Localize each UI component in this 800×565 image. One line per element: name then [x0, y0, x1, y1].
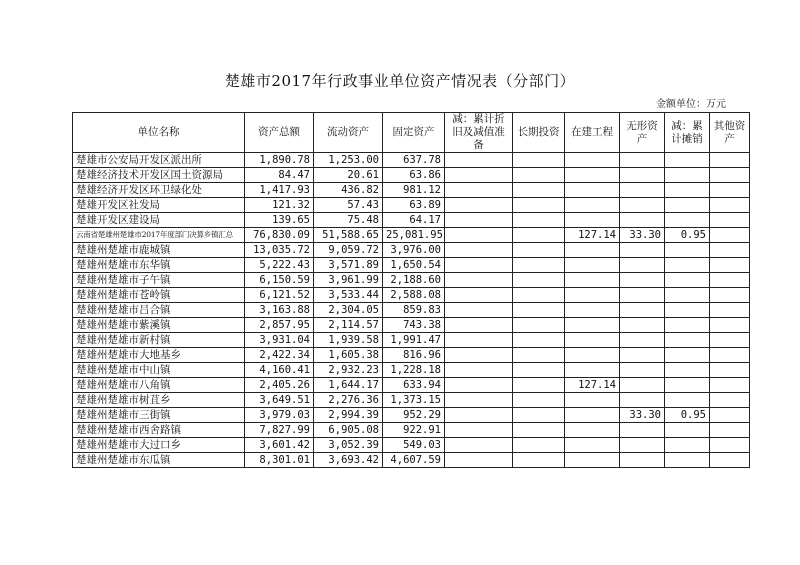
- cell-intangible: [620, 453, 665, 468]
- cell-total: 3,163.88: [245, 303, 314, 318]
- cell-intangible: [620, 423, 665, 438]
- cell-unit-name: 楚雄州楚雄市鹿城镇: [73, 243, 245, 258]
- cell-fixed: 3,976.00: [383, 243, 445, 258]
- table-row: [73, 333, 750, 348]
- cell-construction: [565, 393, 620, 408]
- cell-depreciation: [445, 258, 513, 273]
- cell-other: [710, 408, 750, 423]
- cell-intangible: [620, 348, 665, 363]
- col-header-intangible: 无形资产: [620, 113, 665, 153]
- cell-fixed: 549.03: [383, 438, 445, 453]
- cell-other: [710, 378, 750, 393]
- cell-unit-name: 楚雄开发区建设局: [73, 213, 245, 228]
- table-row: [73, 438, 750, 453]
- cell-investment: [513, 153, 565, 168]
- cell-investment: [513, 213, 565, 228]
- table-row: [73, 183, 750, 198]
- cell-total: 4,160.41: [245, 363, 314, 378]
- cell-unit-name: 楚雄州楚雄市树苴乡: [73, 393, 245, 408]
- cell-amortization: [665, 243, 710, 258]
- cell-depreciation: [445, 228, 513, 243]
- table-row: [73, 363, 750, 378]
- cell-unit-name: 楚雄市公安局开发区派出所: [73, 153, 245, 168]
- cell-amortization: [665, 378, 710, 393]
- cell-amortization: [665, 273, 710, 288]
- cell-investment: [513, 243, 565, 258]
- table-row: [73, 453, 750, 468]
- cell-total: 3,649.51: [245, 393, 314, 408]
- cell-intangible: [620, 318, 665, 333]
- cell-amortization: [665, 288, 710, 303]
- cell-construction: [565, 258, 620, 273]
- cell-other: [710, 393, 750, 408]
- cell-unit-name: 楚雄州楚雄市中山镇: [73, 363, 245, 378]
- cell-construction: [565, 423, 620, 438]
- cell-amortization: [665, 198, 710, 213]
- cell-other: [710, 258, 750, 273]
- cell-depreciation: [445, 273, 513, 288]
- table-row: [73, 378, 750, 393]
- cell-investment: [513, 318, 565, 333]
- cell-other: [710, 168, 750, 183]
- cell-investment: [513, 453, 565, 468]
- cell-depreciation: [445, 408, 513, 423]
- cell-investment: [513, 288, 565, 303]
- col-header-current: 流动资产: [314, 113, 383, 153]
- table-row: [73, 258, 750, 273]
- cell-investment: [513, 378, 565, 393]
- cell-fixed: 743.38: [383, 318, 445, 333]
- cell-amortization: [665, 318, 710, 333]
- cell-other: [710, 453, 750, 468]
- cell-intangible: [620, 303, 665, 318]
- cell-current: 51,588.65: [314, 228, 383, 243]
- cell-depreciation: [445, 318, 513, 333]
- cell-other: [710, 288, 750, 303]
- cell-intangible: [620, 153, 665, 168]
- cell-construction: [565, 153, 620, 168]
- cell-current: 1,605.38: [314, 348, 383, 363]
- cell-intangible: [620, 378, 665, 393]
- cell-other: [710, 348, 750, 363]
- cell-fixed: 1,373.15: [383, 393, 445, 408]
- table-row: [73, 303, 750, 318]
- unit-label: 金额单位：万元: [656, 99, 726, 110]
- cell-depreciation: [445, 288, 513, 303]
- cell-intangible: [620, 258, 665, 273]
- cell-construction: [565, 438, 620, 453]
- cell-other: [710, 333, 750, 348]
- cell-amortization: [665, 348, 710, 363]
- cell-total: 5,222.43: [245, 258, 314, 273]
- cell-construction: [565, 348, 620, 363]
- table-row: [73, 198, 750, 213]
- cell-depreciation: [445, 198, 513, 213]
- cell-construction: [565, 303, 620, 318]
- cell-amortization: [665, 438, 710, 453]
- cell-depreciation: [445, 378, 513, 393]
- cell-other: [710, 213, 750, 228]
- asset-table: [72, 112, 750, 468]
- cell-unit-name: 楚雄州楚雄市大地基乡: [73, 348, 245, 363]
- cell-total: 2,405.26: [245, 378, 314, 393]
- table-row: [73, 318, 750, 333]
- cell-depreciation: [445, 213, 513, 228]
- cell-construction: [565, 318, 620, 333]
- cell-total: 1,417.93: [245, 183, 314, 198]
- cell-total: 13,035.72: [245, 243, 314, 258]
- cell-intangible: [620, 393, 665, 408]
- cell-fixed: 2,188.60: [383, 273, 445, 288]
- cell-fixed: 4,607.59: [383, 453, 445, 468]
- cell-depreciation: [445, 153, 513, 168]
- cell-construction: [565, 168, 620, 183]
- cell-investment: [513, 258, 565, 273]
- cell-total: 3,931.04: [245, 333, 314, 348]
- cell-investment: [513, 183, 565, 198]
- cell-total: 6,150.59: [245, 273, 314, 288]
- cell-investment: [513, 333, 565, 348]
- cell-total: 121.32: [245, 198, 314, 213]
- cell-investment: [513, 228, 565, 243]
- cell-construction: [565, 333, 620, 348]
- cell-intangible: [620, 183, 665, 198]
- cell-fixed: 63.86: [383, 168, 445, 183]
- cell-total: 139.65: [245, 213, 314, 228]
- cell-unit-name: 楚雄州楚雄市新村镇: [73, 333, 245, 348]
- cell-construction: 127.14: [565, 228, 620, 243]
- cell-fixed: 633.94: [383, 378, 445, 393]
- cell-amortization: [665, 393, 710, 408]
- cell-construction: [565, 243, 620, 258]
- cell-intangible: [620, 213, 665, 228]
- cell-fixed: 1,991.47: [383, 333, 445, 348]
- table-row: [73, 168, 750, 183]
- cell-investment: [513, 408, 565, 423]
- cell-investment: [513, 303, 565, 318]
- cell-unit-name: 楚雄州楚雄市吕合镇: [73, 303, 245, 318]
- cell-depreciation: [445, 453, 513, 468]
- cell-unit-name: 楚雄开发区社发局: [73, 198, 245, 213]
- cell-fixed: 2,588.08: [383, 288, 445, 303]
- cell-intangible: [620, 438, 665, 453]
- cell-intangible: [620, 243, 665, 258]
- table-row: [73, 228, 750, 243]
- cell-fixed: 952.29: [383, 408, 445, 423]
- cell-intangible: [620, 198, 665, 213]
- cell-fixed: 64.17: [383, 213, 445, 228]
- cell-amortization: [665, 453, 710, 468]
- cell-current: 436.82: [314, 183, 383, 198]
- cell-total: 76,830.09: [245, 228, 314, 243]
- header-row: [73, 113, 750, 153]
- col-header-name: 单位名称: [73, 113, 245, 153]
- cell-unit-name: 云南省楚雄州楚雄市2017年度部门决算乡镇汇总: [73, 228, 245, 243]
- cell-amortization: [665, 183, 710, 198]
- table-row: [73, 423, 750, 438]
- cell-total: 8,301.01: [245, 453, 314, 468]
- cell-current: 57.43: [314, 198, 383, 213]
- cell-amortization: [665, 168, 710, 183]
- cell-depreciation: [445, 168, 513, 183]
- cell-amortization: [665, 333, 710, 348]
- cell-unit-name: 楚雄州楚雄市东华镇: [73, 258, 245, 273]
- cell-current: 2,304.05: [314, 303, 383, 318]
- cell-current: 1,253.00: [314, 153, 383, 168]
- cell-intangible: [620, 288, 665, 303]
- cell-depreciation: [445, 243, 513, 258]
- cell-depreciation: [445, 183, 513, 198]
- cell-fixed: 922.91: [383, 423, 445, 438]
- cell-current: 6,905.08: [314, 423, 383, 438]
- cell-fixed: 1,650.54: [383, 258, 445, 273]
- cell-intangible: 33.30: [620, 408, 665, 423]
- col-header-construction: 在建工程: [565, 113, 620, 153]
- cell-fixed: 63.89: [383, 198, 445, 213]
- cell-amortization: 0.95: [665, 408, 710, 423]
- cell-investment: [513, 168, 565, 183]
- cell-amortization: [665, 423, 710, 438]
- cell-total: 2,857.95: [245, 318, 314, 333]
- cell-total: 1,890.78: [245, 153, 314, 168]
- cell-depreciation: [445, 423, 513, 438]
- table-row: [73, 408, 750, 423]
- cell-depreciation: [445, 303, 513, 318]
- cell-current: 3,571.89: [314, 258, 383, 273]
- cell-intangible: [620, 333, 665, 348]
- cell-unit-name: 楚雄州楚雄市三街镇: [73, 408, 245, 423]
- col-header-other: 其他资产: [710, 113, 750, 153]
- cell-fixed: 25,081.95: [383, 228, 445, 243]
- cell-current: 3,693.42: [314, 453, 383, 468]
- table-row: [73, 213, 750, 228]
- cell-current: 2,932.23: [314, 363, 383, 378]
- table-row: [73, 348, 750, 363]
- cell-total: 84.47: [245, 168, 314, 183]
- cell-amortization: [665, 363, 710, 378]
- cell-construction: 127.14: [565, 378, 620, 393]
- cell-construction: [565, 408, 620, 423]
- cell-depreciation: [445, 438, 513, 453]
- cell-other: [710, 318, 750, 333]
- cell-construction: [565, 213, 620, 228]
- col-header-depreciation: 减：累计折旧及减值准备: [445, 113, 513, 153]
- cell-unit-name: 楚雄州楚雄市大过口乡: [73, 438, 245, 453]
- cell-current: 1,939.58: [314, 333, 383, 348]
- cell-other: [710, 153, 750, 168]
- page-title: 楚雄市2017年行政事业单位资产情况表（分部门）: [224, 72, 576, 90]
- cell-current: 20.61: [314, 168, 383, 183]
- cell-construction: [565, 363, 620, 378]
- cell-unit-name: 楚雄州楚雄市西舍路镇: [73, 423, 245, 438]
- cell-construction: [565, 453, 620, 468]
- cell-intangible: [620, 363, 665, 378]
- table-row: [73, 273, 750, 288]
- cell-investment: [513, 198, 565, 213]
- cell-depreciation: [445, 393, 513, 408]
- cell-construction: [565, 273, 620, 288]
- cell-total: 7,827.99: [245, 423, 314, 438]
- cell-current: 75.48: [314, 213, 383, 228]
- cell-other: [710, 423, 750, 438]
- cell-investment: [513, 393, 565, 408]
- cell-intangible: [620, 168, 665, 183]
- cell-total: 2,422.34: [245, 348, 314, 363]
- cell-total: 3,979.03: [245, 408, 314, 423]
- cell-current: 2,114.57: [314, 318, 383, 333]
- col-header-investment: 长期投资: [513, 113, 565, 153]
- cell-unit-name: 楚雄州楚雄市子午镇: [73, 273, 245, 288]
- cell-amortization: [665, 258, 710, 273]
- cell-investment: [513, 423, 565, 438]
- cell-fixed: 637.78: [383, 153, 445, 168]
- cell-other: [710, 198, 750, 213]
- cell-current: 3,533.44: [314, 288, 383, 303]
- cell-intangible: 33.30: [620, 228, 665, 243]
- cell-other: [710, 363, 750, 378]
- cell-current: 3,052.39: [314, 438, 383, 453]
- col-header-fixed: 固定资产: [383, 113, 445, 153]
- cell-current: 1,644.17: [314, 378, 383, 393]
- cell-unit-name: 楚雄州楚雄市紫溪镇: [73, 318, 245, 333]
- cell-current: 2,276.36: [314, 393, 383, 408]
- cell-other: [710, 228, 750, 243]
- cell-investment: [513, 348, 565, 363]
- cell-depreciation: [445, 348, 513, 363]
- cell-investment: [513, 273, 565, 288]
- cell-other: [710, 303, 750, 318]
- cell-unit-name: 楚雄州楚雄市东瓜镇: [73, 453, 245, 468]
- cell-other: [710, 183, 750, 198]
- cell-fixed: 981.12: [383, 183, 445, 198]
- cell-amortization: [665, 303, 710, 318]
- cell-construction: [565, 183, 620, 198]
- cell-other: [710, 273, 750, 288]
- cell-current: 9,059.72: [314, 243, 383, 258]
- col-header-total: 资产总额: [245, 113, 314, 153]
- cell-amortization: 0.95: [665, 228, 710, 243]
- table-row: [73, 288, 750, 303]
- cell-construction: [565, 198, 620, 213]
- cell-depreciation: [445, 363, 513, 378]
- cell-current: 3,961.99: [314, 273, 383, 288]
- cell-total: 3,601.42: [245, 438, 314, 453]
- cell-unit-name: 楚雄州楚雄市八角镇: [73, 378, 245, 393]
- cell-unit-name: 楚雄州楚雄市苍岭镇: [73, 288, 245, 303]
- cell-total: 6,121.52: [245, 288, 314, 303]
- col-header-amortization: 减：累计摊销: [665, 113, 710, 153]
- cell-depreciation: [445, 333, 513, 348]
- cell-other: [710, 438, 750, 453]
- cell-intangible: [620, 273, 665, 288]
- cell-fixed: 1,228.18: [383, 363, 445, 378]
- cell-amortization: [665, 213, 710, 228]
- cell-construction: [565, 288, 620, 303]
- table-row: [73, 393, 750, 408]
- cell-fixed: 859.83: [383, 303, 445, 318]
- cell-unit-name: 楚雄经济技术开发区国土资源局: [73, 168, 245, 183]
- cell-other: [710, 243, 750, 258]
- table-row: [73, 153, 750, 168]
- cell-investment: [513, 438, 565, 453]
- cell-investment: [513, 363, 565, 378]
- table-row: [73, 243, 750, 258]
- cell-amortization: [665, 153, 710, 168]
- cell-unit-name: 楚雄经济开发区环卫绿化处: [73, 183, 245, 198]
- cell-current: 2,994.39: [314, 408, 383, 423]
- cell-fixed: 816.96: [383, 348, 445, 363]
